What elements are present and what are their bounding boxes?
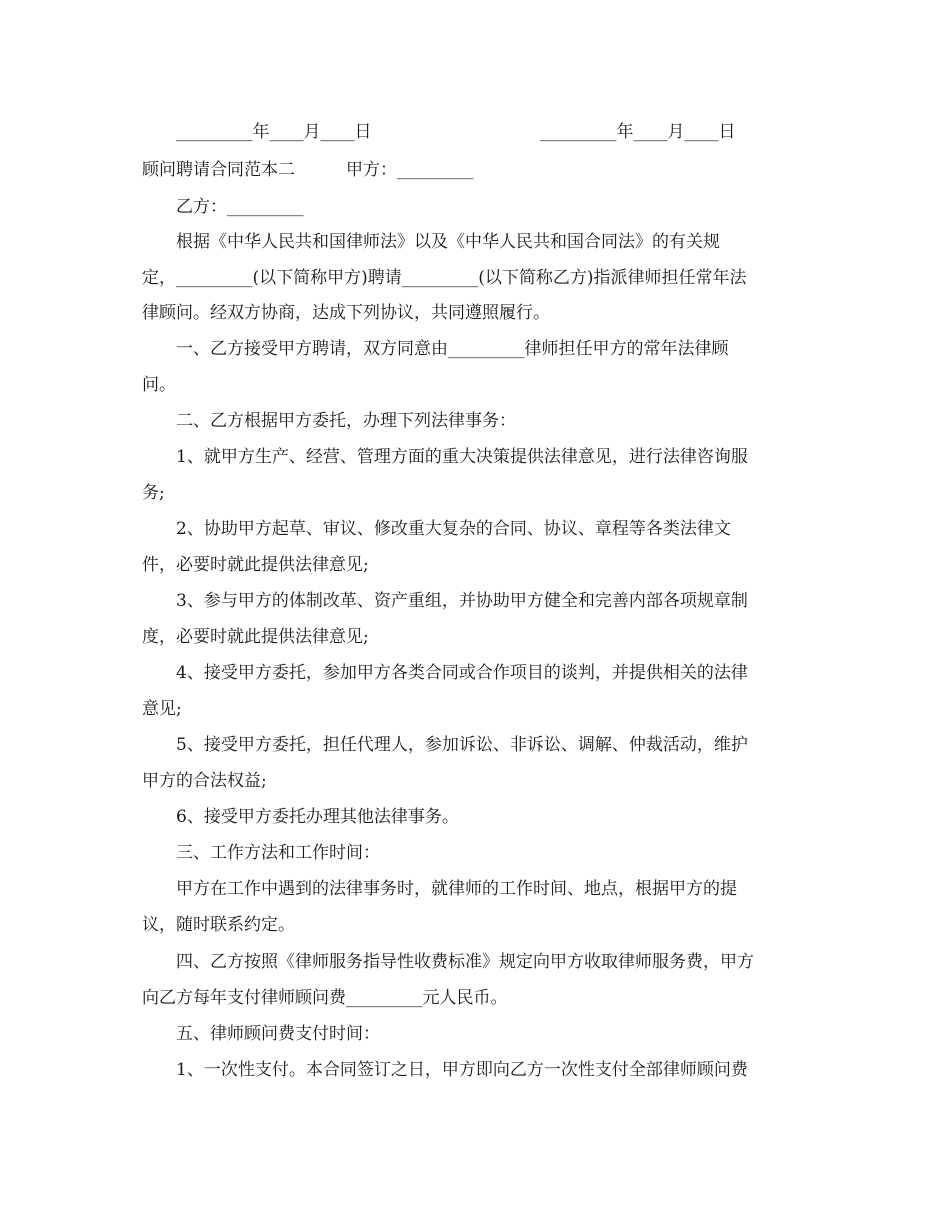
body-line: 2、协助甲方起草、审议、修改重大复杂的合同、协议、章程等各类法律文: [176, 519, 731, 539]
body-line: 意见;: [142, 699, 182, 719]
body-line: 度，必要时就此提供法律意见;: [142, 627, 369, 647]
body-line: 4、接受甲方委托，参加甲方各类合同或合作项目的谈判，并提供相关的法律: [176, 663, 748, 683]
party-b-line: 乙方：_________: [176, 197, 304, 217]
body-line: 四、乙方按照《律师服务指导性收费标准》规定向甲方收取律师服务费，甲方: [176, 952, 754, 972]
body-line: 一、乙方接受甲方聘请，双方同意由_________律师担任甲方的常年法律顾: [176, 339, 729, 359]
body-line: 律顾问。经双方协商，达成下列协议，共同遵照履行。: [142, 303, 550, 323]
body-line: 3、参与甲方的体制改革、资产重组，并协助甲方健全和完善内部各项规章制: [176, 591, 748, 611]
body-line: 1、一次性支付。本合同签订之日，甲方即向乙方一次性支付全部律师顾问费: [176, 1060, 748, 1080]
body-line: 5、接受甲方委托，担任代理人，参加诉讼、非诉讼、调解、仲裁活动，维护: [176, 735, 748, 755]
body-line: 甲方的合法权益;: [142, 771, 267, 791]
body-line: 二、乙方根据甲方委托，办理下列法律事务：: [176, 411, 516, 431]
document-title: 顾问聘请合同范本二: [142, 160, 295, 180]
body-line: 向乙方每年支付律师顾问费_________元人民币。: [142, 988, 508, 1008]
body-line: 1、就甲方生产、经营、管理方面的重大决策提供法律意见，进行法律咨询服: [176, 447, 748, 467]
party-a-line: 甲方：_________: [346, 160, 474, 180]
body-line: 三、工作方法和工作时间：: [176, 843, 380, 863]
body-line: 务;: [142, 483, 165, 503]
body-line: 五、律师顾问费支付时间：: [176, 1024, 380, 1044]
body-line: 问。: [142, 375, 176, 395]
body-line: 议，随时联系约定。: [142, 915, 295, 935]
body-line: 6、接受甲方委托办理其他法律事务。: [176, 807, 459, 827]
body-line: 定，_________(以下简称甲方)聘请_________(以下简称乙方)指派律师担任常年法: [142, 268, 747, 288]
body-line: 件，必要时就此提供法律意见;: [142, 555, 369, 575]
date-line-right: _________年____月____日: [540, 122, 736, 142]
body-line: 根据《中华人民共和国律师法》以及《中华人民共和国合同法》的有关规: [176, 232, 720, 252]
body-line: 甲方在工作中遇到的法律事务时，就律师的工作时间、地点，根据甲方的提: [176, 879, 737, 899]
date-line-left: _________年____月____日: [176, 122, 372, 142]
